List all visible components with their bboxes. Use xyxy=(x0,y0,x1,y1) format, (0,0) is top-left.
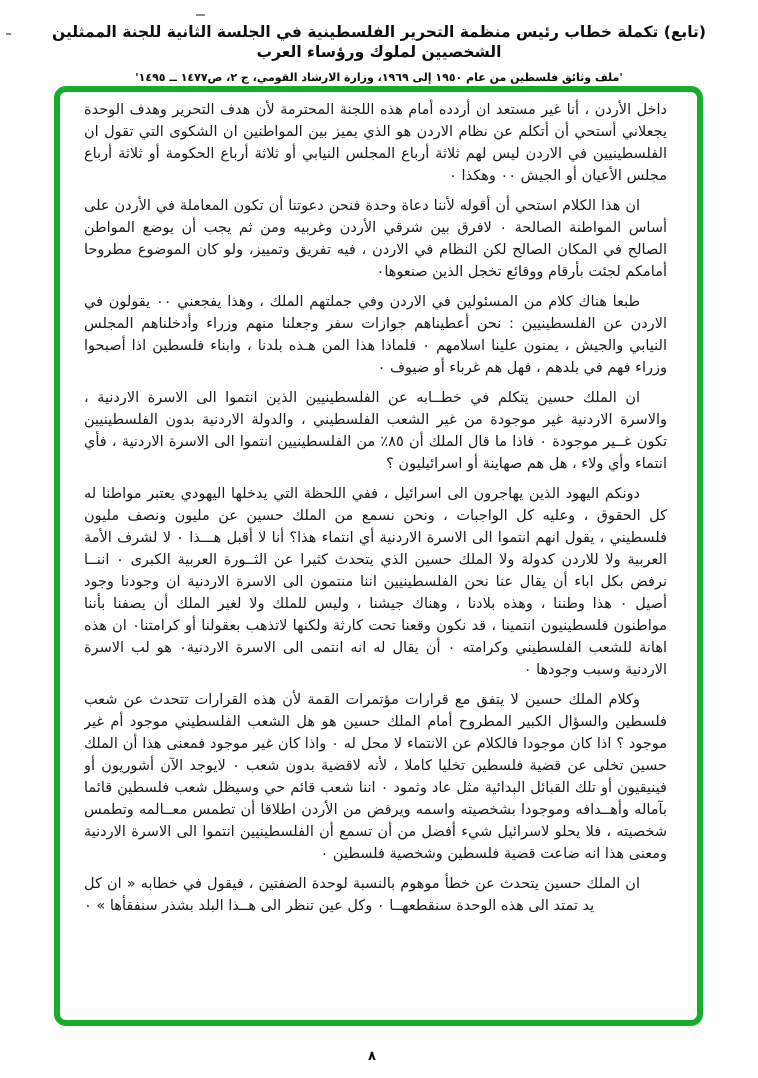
paragraph: طبعا هناك كلام من المسئولين في الاردن وفي جملتهم الملك ، وهذا يفجعني ٠٠ يقولون في الاردن عن الفلسطينيين : نحن أعطيناهم جوازات سفر وجعلنا منهم وزراء وأدخلناهم المجلس النيابي والجيش ، يمنون علينا اسلامهم ٠ فلماذا هذا المن هـذه بلدنا ، وابناء فلسطين اذا أصبحوا وزراء فهم في بلدهم ، فهل هم غرباء أو ضيوف ٠ xyxy=(84,294,667,376)
paragraph: ان الملك حسين يتكلم في خطــابه عن الفلسطينيين الذين انتموا الى الاسرة الاردنية ، والاسرة الاردنية غير موجودة من غير الشعب الفلسطيني ، والدولة الاردنية بدون الفلسطينيين تكون غــير موجودة ٠ فاذا ما قال الملك أن ٨٥٪ من الفلسطينيين انتموا الى الاسرة الاردنية ، فأي انتماء وأي ولاء ، هل هم صهاينة أو اسرائيليون ؟ xyxy=(84,390,667,472)
page-number: ٨ xyxy=(368,1049,376,1064)
document-title: (تابع) تكملة خطاب رئيس منظمة التحرير الفلسطينية في الجلسة الثانية للجنة الممثلين الشخصيين لملوك ورؤساء العرب xyxy=(52,23,706,61)
page-header xyxy=(0,22,758,84)
paragraph: ان الملك حسين يتحدث عن خطأ موهوم بالنسبة لوحدة الضفتين ، فيقول في خطابه « ان كل يد تمتد الى هذه الوحدة سنقطعهــا ٠ وكل عين تنظر الى هــذا البلد بشذر سنفقأها » ٠ xyxy=(84,876,640,914)
paragraph: دونكم اليهود الذين يهاجرون الى اسرائيل ، ففي اللحظة التي يدخلها اليهودي يعتبر مواطنا له كل الحقوق ، وعليه كل الواجبات ، ونحن نسمع من الملك حسين عن مليون ونصف مليون فلسطيني ، يقول انهم انتموا الى الاسرة الاردنية أي انتماء هذا؟ أنا لا أقبل هـــذا ٠ لا لشرف الأمة العربية ولا للاردن كدولة ولا الملك حسين الذي يتحدث كثيرا عن الثــورة العربية الكبرى ٠ اننــا نرفض بكل اباء أن يقال عنا نحن الفلسطينيين اننا منتمون الى الاسرة الاردنية ان وجودنا وجود أصيل ٠ هذا وطننا ، وهذه بلادنا ، وهناك جيشنا ، وليس للملك ولا لغير الملك أن يصفنا بأننا مواطنون فلسطينيون انتمينا ، قد نكون وقعنا تحت كارثة ولكنها لاتذهب بعقولنا أو كرامتنا٠ ان هذه اهانة للشعب الفلسطيني وكرامته ٠ أن يقال له انه انتمى الى الاسرة الاردنية٠ هو لب الاسرة الاردنية وسبب وجودها ٠ xyxy=(84,486,667,678)
document-text xyxy=(84,99,667,1016)
paragraph: ان هذا الكلام استحي أن أقوله لأننا دعاة وحدة فنحن دعوتنا أن تكون المعاملة في الأردن على أساس المواطنة الصالحة ٠ لافرق بين شرقي الأردن وغربيه ومن ثم يجب أن يوضع المواطن الصالح في المكان الصالح لكن النظام في الاردن ، فيه تفريق وتمييز، ولو كان الموضوع مطروحا أمامكم لجئت بأرقام ووقائع تخجل الذين صنعوها٠ xyxy=(84,198,667,280)
paragraph: وكلام الملك حسين لا يتفق مع قرارات مؤتمرات القمة لأن هذه القرارات تتحدث عن شعب فلسطين والسؤال الكبير المطروح أمام الملك حسين هو هل الشعب الفلسطيني موجود أم غير موجود ؟ اذا كان موجودا فالكلام عن الانتماء لا محل له ٠ واذا كان غير موجود فمعنى هذا أن الملك حسين تخلى عن قضية فلسطين تخليا كاملا ، لأنه لاقضية بدون شعب ٠ لايوجد الآن أشوريون أو فينيقيون أو تلك القبائل البدائية مثل عاد وثمود ٠ اننا شعب قائم حي وسيظل شعب فلسطين قائما بآماله وأهــدافه وموجودا بشخصيته واسمه ويرفض من الأردن اطلاقا أن تطمس معــالمه وتطمس شخصيته ، فلا يحلو لاسرائيل شيء أفضل من أن تسمع أن الفلسطينيين انتموا الى الاسرة الاردنية ومعنى هذا انه ضاعت قضية فلسطين وشخصية فلسطين ٠ xyxy=(84,692,667,862)
highlight-frame xyxy=(54,86,703,1026)
scan-artifact xyxy=(196,14,205,16)
document-source-line: 'ملف وثائق فلسطين من عام ١٩٥٠ إلى ١٩٦٩، وزارة الارشاد القومي، ج ٢، ص١٤٧٧ ــ ١٤٩٥' xyxy=(135,71,623,84)
paragraph: داخل الأردن ، أنا غير مستعد ان أردده أمام هذه اللجنة المحترمة لأن هدف التحرير وهدف الوحدة يجعلاني أستحي أن أتكلم عن نظام الاردن هو الذي يميز بين المواطنين ان الشكوى التي تقول ان الفلسطينيين في الاردن ليس لهم ثلاثة أرباع المجلس النيابي أو ثلاثة أرباع الحكومة أو ثلاثة أرباع مجلس الأعيان أو الجيش ٠٠ وهكذا ٠ xyxy=(84,102,667,184)
